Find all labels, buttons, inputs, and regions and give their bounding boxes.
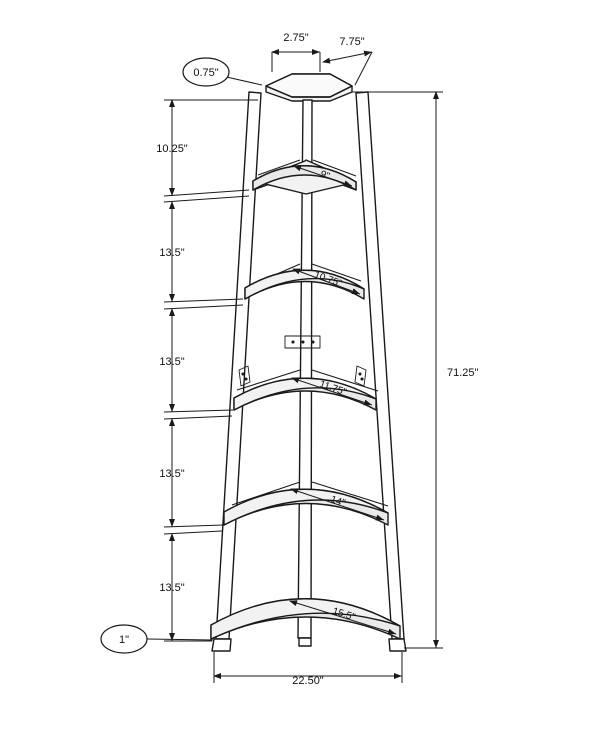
- dimension-labels: [156, 32, 478, 687]
- leader-foot: [147, 639, 213, 640]
- label-shelf-width-3: 11.75": [317, 378, 348, 399]
- bubble-foot-label: 1": [118, 634, 130, 646]
- label-shelf-width-5: 15.5": [331, 605, 357, 624]
- label-total-width: 22.50": [292, 675, 324, 687]
- label-gap-4: 13.5": [159, 468, 185, 480]
- label-gap-5: 13.5": [159, 582, 185, 594]
- feet: [212, 638, 406, 651]
- label-shelf-width-1: 9": [318, 168, 331, 183]
- label-total-height: 71.25": [447, 367, 479, 379]
- dim-line-top-depth: [323, 52, 372, 62]
- label-top-width: 2.75": [283, 32, 309, 44]
- label-shelf-width-2: 10.75": [312, 269, 344, 290]
- top-cap: [266, 74, 352, 101]
- label-gap-2: 13.5": [159, 247, 185, 259]
- label-shelf-width-4: 14": [329, 494, 347, 510]
- right-post: [356, 92, 404, 639]
- left-post: [216, 92, 261, 639]
- bookcase-illustration: [211, 74, 406, 651]
- label-top-depth: 7.75": [339, 36, 365, 48]
- shelf-1: [253, 160, 356, 194]
- bubble-thickness-label: 0.75": [193, 67, 219, 79]
- label-gap-1: 10.25": [156, 143, 188, 155]
- label-gap-3: 13.5": [159, 356, 185, 368]
